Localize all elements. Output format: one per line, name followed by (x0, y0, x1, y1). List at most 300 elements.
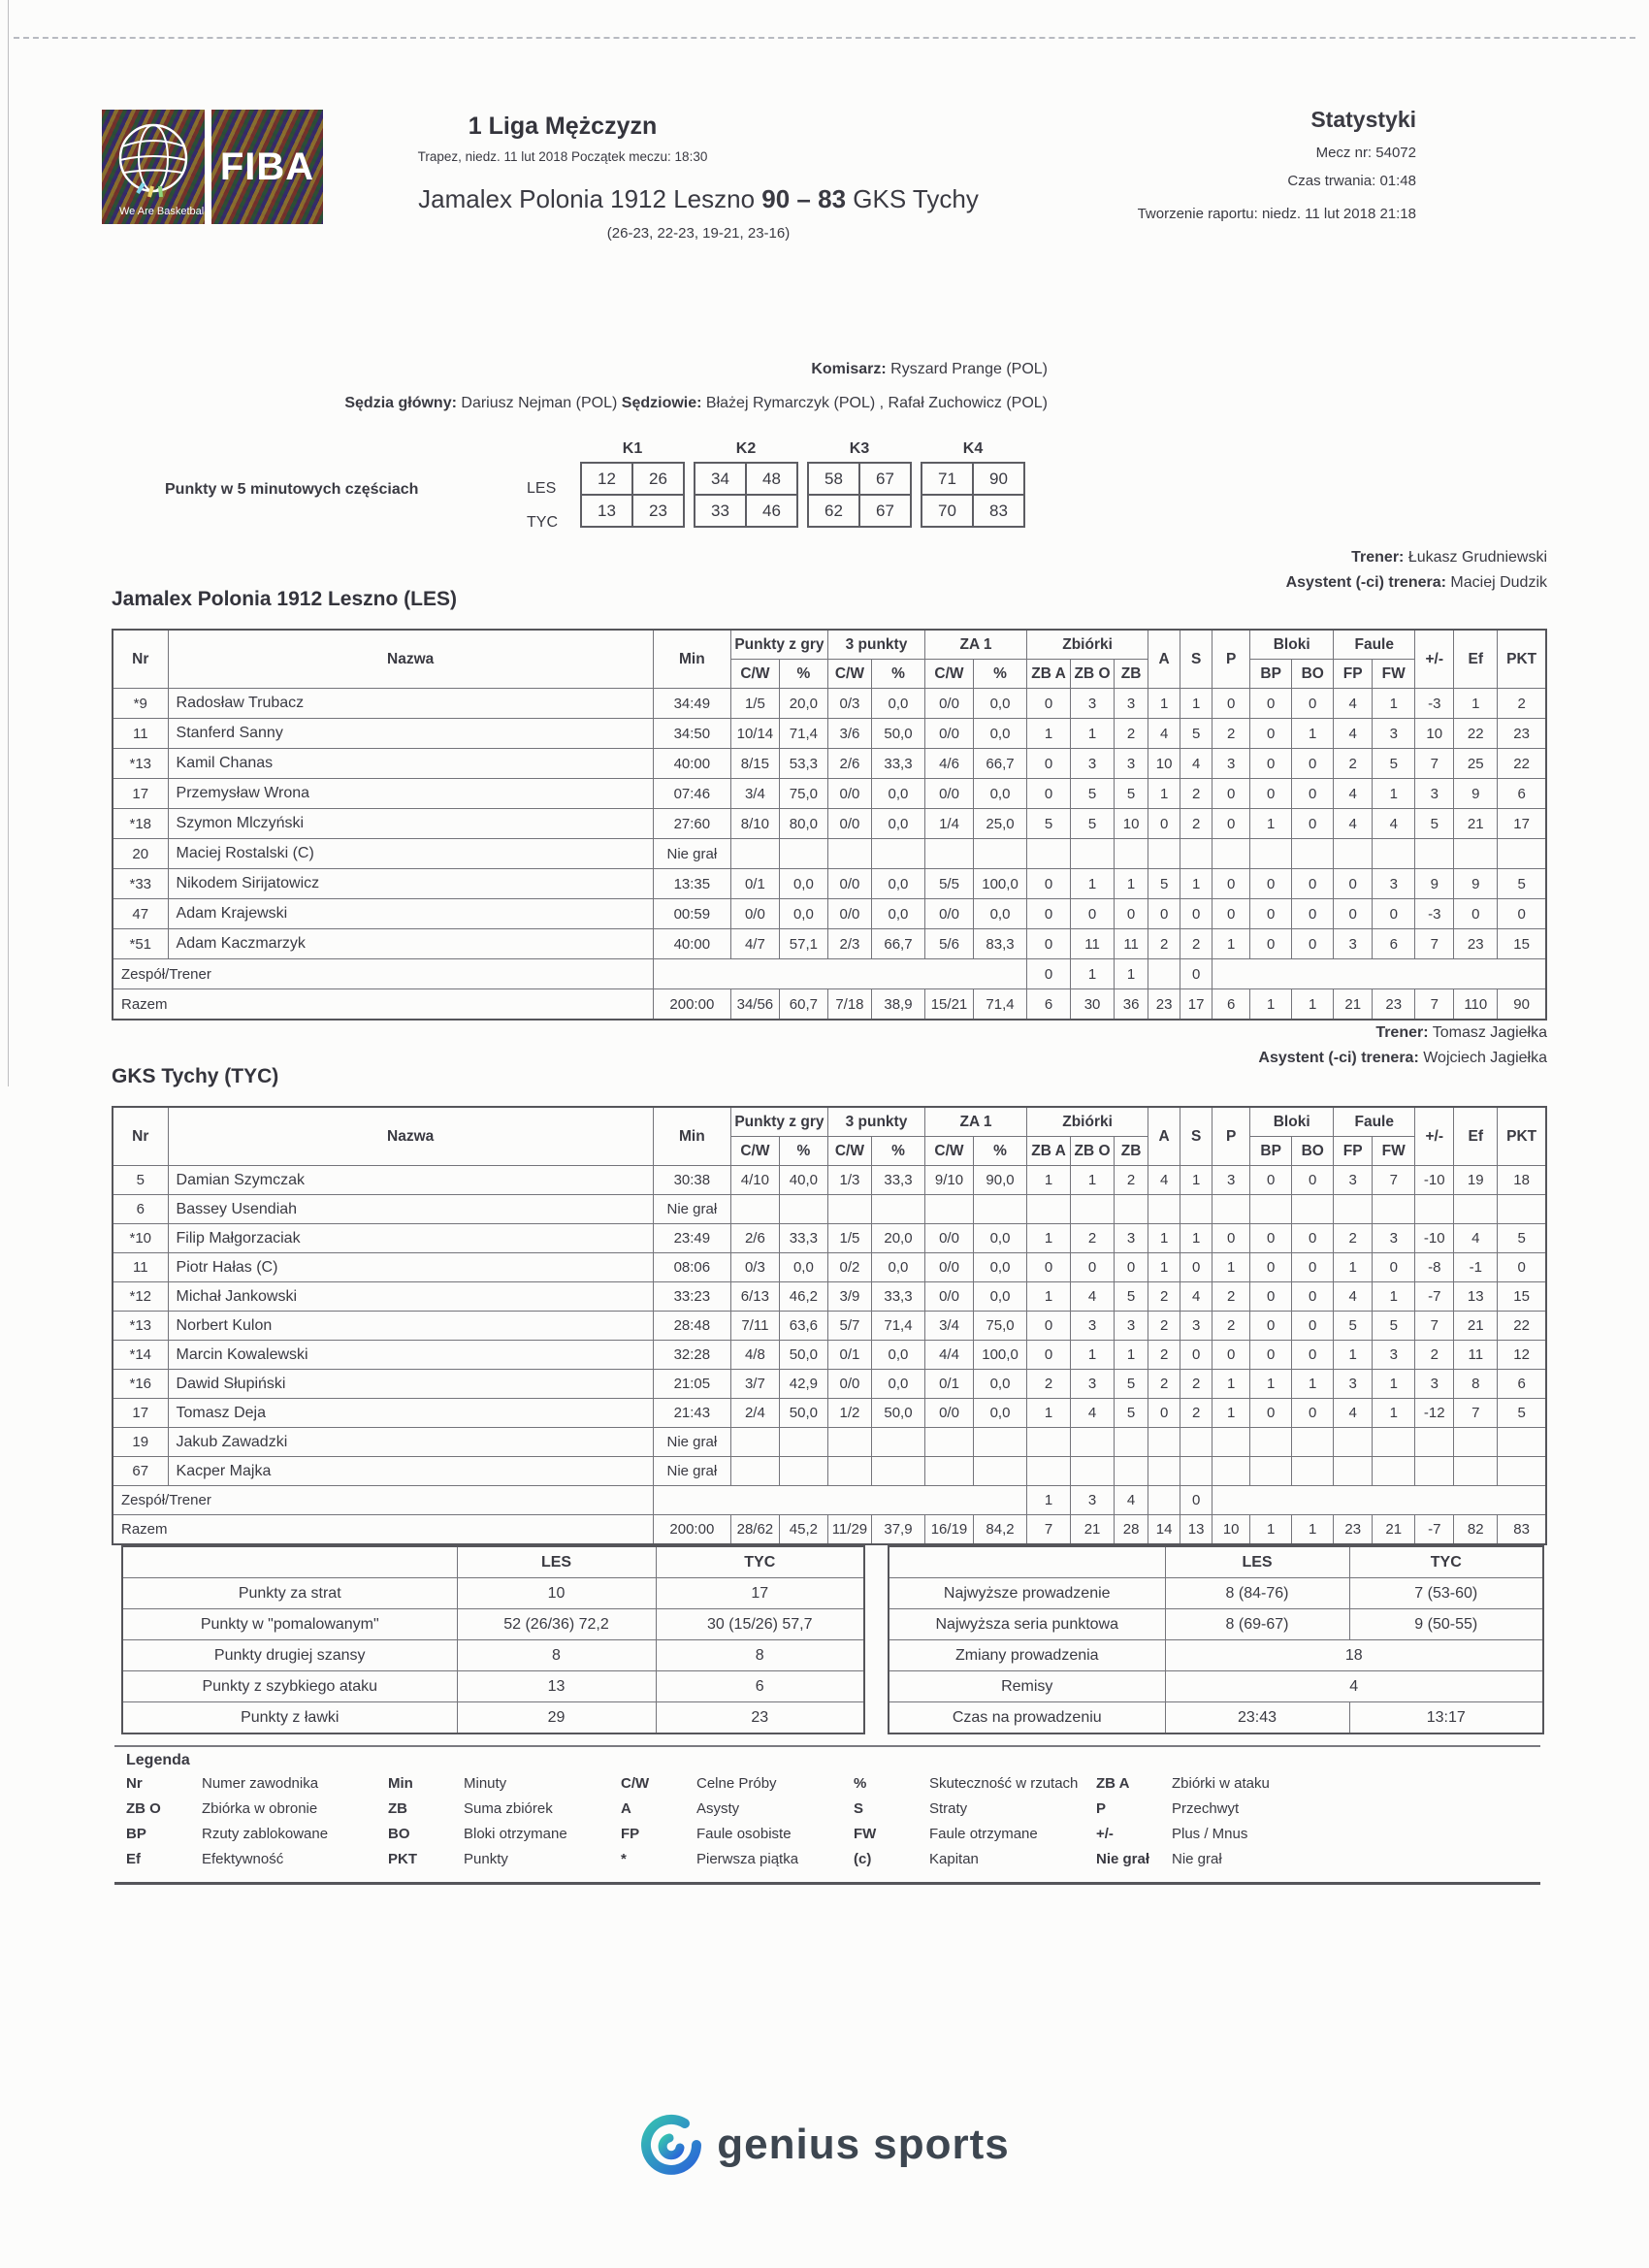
summary-label: Remisy (889, 1671, 1165, 1702)
stat-cell: 10/14 (730, 719, 779, 749)
legend-desc: Asysty (696, 1800, 740, 1817)
stat-cell: 1 (1250, 809, 1292, 839)
stat-cell: 3 (1212, 749, 1250, 779)
stat-cell: 2 (1115, 1166, 1148, 1195)
stat-cell (827, 1195, 871, 1224)
quarter-box (807, 440, 912, 528)
quarter-score-row (808, 495, 911, 527)
stat-cell: 0 (1027, 779, 1071, 809)
summary-row (889, 1578, 1543, 1609)
stat-cell: 1 (1373, 689, 1415, 719)
legend-desc: Minuty (464, 1775, 507, 1792)
stat-cell: 0 (1212, 689, 1250, 719)
stat-cell: 0 (1250, 1253, 1292, 1282)
stat-cell: 0,0 (871, 1341, 924, 1370)
stat-cell: 5 (1115, 1282, 1148, 1312)
legend-item (854, 1800, 1096, 1826)
totals-label: Razem (113, 1515, 653, 1545)
stat-cell: 0,0 (871, 869, 924, 899)
report-title: Statystyki (1310, 107, 1416, 132)
stat-cell: 0 (1212, 779, 1250, 809)
stat-cell: 1 (1292, 1370, 1334, 1399)
coach-name: Łukasz Grudniewski (1407, 549, 1547, 566)
stat-cell: 23 (1454, 929, 1498, 959)
stat-cell: 0,0 (974, 689, 1027, 719)
legend-divider-top (114, 1745, 1540, 1747)
stat-cell: 19 (1454, 1166, 1498, 1195)
stat-cell: 1 (1292, 989, 1334, 1021)
legend-desc: Straty (929, 1800, 968, 1817)
stat-cell: 53,3 (779, 749, 827, 779)
stat-cell: 2 (1180, 929, 1212, 959)
stat-cell: 0 (1071, 899, 1115, 929)
stat-cell: 1 (1027, 1166, 1071, 1195)
summary-label: Punkty z ławki (122, 1702, 457, 1734)
quarter-box (921, 440, 1025, 528)
stat-cell: 3 (1373, 1341, 1415, 1370)
stat-cell: *16 (113, 1370, 168, 1399)
stat-cell: 10 (1115, 809, 1148, 839)
stat-cell: 0,0 (871, 689, 924, 719)
legend-desc: Pierwsza piątka (696, 1851, 799, 1867)
stat-cell: 1 (1373, 1282, 1415, 1312)
stat-cell: 3 (1373, 869, 1415, 899)
quarter-score-row (922, 495, 1024, 527)
stat-cell: 3 (1071, 1312, 1115, 1341)
match-date-time: Trapez, niedz. 11 lut 2018 Początek meczu: 18:30 (417, 149, 708, 164)
legend-abbr: +/- (1096, 1826, 1114, 1842)
stat-cell: 5 (113, 1166, 168, 1195)
stat-cell: 15/21 (924, 989, 973, 1021)
player-name-cell: Damian Szymczak (168, 1166, 653, 1195)
stat-cell (974, 1195, 1027, 1224)
summary-row (889, 1702, 1543, 1734)
stat-cell: 38,9 (871, 989, 924, 1021)
stat-cell: 5/6 (924, 929, 973, 959)
stat-cell (1415, 839, 1454, 869)
player-name-cell: Filip Małgorzaciak (168, 1224, 653, 1253)
stat-cell: 42,9 (779, 1370, 827, 1399)
stat-cell: Nie grał (653, 1457, 730, 1486)
stat-cell: 20 (113, 839, 168, 869)
stat-cell: 1 (1148, 779, 1180, 809)
player-name-cell: Nikodem Sirijatowicz (168, 869, 653, 899)
genius-swirl-icon (639, 2113, 703, 2177)
stat-cell: 57,1 (779, 929, 827, 959)
stat-cell: 0/0 (924, 689, 973, 719)
stat-cell: 2 (1148, 1370, 1180, 1399)
legend-desc: Rzuty zablokowane (202, 1826, 329, 1842)
stat-cell: 0,0 (871, 1370, 924, 1399)
stat-cell: 0/0 (924, 899, 973, 929)
stat-cell: 2 (1334, 1224, 1373, 1253)
empty-cell (653, 1486, 1026, 1515)
stat-cell: 75,0 (974, 1312, 1027, 1341)
legend-abbr: Nie grał (1096, 1851, 1150, 1867)
summary-corner-cell (122, 1546, 457, 1578)
stat-cell (1115, 1195, 1148, 1224)
player-row (113, 929, 1546, 959)
stat-cell: 2 (1498, 689, 1546, 719)
totals-row (113, 989, 1546, 1021)
stat-cell: 0 (1250, 779, 1292, 809)
legend-item (1096, 1851, 1445, 1876)
summary-label: Najwyższa seria punktowa (889, 1609, 1165, 1640)
team-coach-label: Zespół/Trener (113, 959, 653, 989)
player-name-cell: Stanferd Sanny (168, 719, 653, 749)
quarter-score-cell: 62 (808, 495, 859, 527)
brand-footer (0, 2113, 1649, 2177)
legend-abbr: ZB (388, 1800, 407, 1817)
player-row (113, 1428, 1546, 1457)
stat-cell: 1 (1027, 1399, 1071, 1428)
stat-cell (1250, 1428, 1292, 1457)
stat-cell: 23:49 (653, 1224, 730, 1253)
stat-cell (1334, 1457, 1373, 1486)
stat-cell: 1 (1180, 1166, 1212, 1195)
stat-cell: 0,0 (974, 1282, 1027, 1312)
stat-cell: 1 (1027, 719, 1071, 749)
stat-cell: 90 (1498, 989, 1546, 1021)
stat-cell: 2/3 (827, 929, 871, 959)
stat-cell: 4/10 (730, 1166, 779, 1195)
stat-cell: 0,0 (779, 869, 827, 899)
legend-item (621, 1800, 854, 1826)
player-row (113, 1253, 1546, 1282)
stat-cell: 4/4 (924, 1341, 973, 1370)
coach-name: Tomasz Jagiełka (1432, 1024, 1547, 1041)
stat-cell (1180, 839, 1212, 869)
legend-item (854, 1851, 1096, 1876)
stat-cell: Nie grał (653, 1195, 730, 1224)
legend-desc: Skuteczność w rzutach (929, 1775, 1079, 1792)
stat-cell: 75,0 (779, 779, 827, 809)
stat-cell: 5 (1415, 809, 1454, 839)
stat-cell: 4/8 (730, 1341, 779, 1370)
stat-cell: 0 (1292, 1312, 1334, 1341)
stat-cell (1334, 1195, 1373, 1224)
stat-cell: *13 (113, 1312, 168, 1341)
stat-cell: 67 (113, 1457, 168, 1486)
stat-cell: 3 (1071, 689, 1115, 719)
stat-cell: 0 (1292, 1341, 1334, 1370)
stat-cell: 00:59 (653, 899, 730, 929)
stat-cell (1334, 1428, 1373, 1457)
summary-les-value: 29 (457, 1702, 656, 1734)
stat-cell: 110 (1454, 989, 1498, 1021)
stat-cell: 1 (1071, 959, 1115, 989)
player-row (113, 1457, 1546, 1486)
stat-cell: 0,0 (974, 1399, 1027, 1428)
summary-label: Czas na prowadzeniu (889, 1702, 1165, 1734)
stat-cell (1071, 1457, 1115, 1486)
legend-item (621, 1851, 854, 1876)
stat-cell (974, 1428, 1027, 1457)
stat-cell: 0,0 (974, 1370, 1027, 1399)
summary-les-value: 8 (84-76) (1165, 1578, 1349, 1609)
stat-cell: 0 (1292, 1166, 1334, 1195)
stat-cell: 4/7 (730, 929, 779, 959)
stat-cell: 1 (1212, 929, 1250, 959)
stat-cell: 10 (1212, 1515, 1250, 1545)
stat-cell: 3 (1334, 1166, 1373, 1195)
stat-cell: 2 (1115, 719, 1148, 749)
stat-cell: 5 (1498, 869, 1546, 899)
stat-cell: 2 (1415, 1341, 1454, 1370)
stat-cell: 1 (1148, 1253, 1180, 1282)
stat-cell (779, 1428, 827, 1457)
stat-cell: 0 (1180, 959, 1212, 989)
stat-cell: 11 (113, 1253, 168, 1282)
summary-header-row (889, 1546, 1543, 1578)
legend-abbr: FP (621, 1826, 640, 1842)
stat-cell: 3 (1115, 749, 1148, 779)
stat-cell: 21 (1334, 989, 1373, 1021)
legend-desc: Faule otrzymane (929, 1826, 1038, 1842)
stat-cell: -8 (1415, 1253, 1454, 1282)
stat-cell: 0 (1027, 899, 1071, 929)
stat-cell: 6 (1498, 1370, 1546, 1399)
stats-table-header: Nr Nazwa Min Punkty z gry 3 punkty ZA 1 Zbiórki A S P Bloki Faule +/- Ef PKT C/W % C/W % C/W % ZB A ZB O ZB BP BO FP FW (113, 1107, 1546, 1166)
quarter-score-cell: 70 (922, 495, 973, 527)
stat-cell: 4/6 (924, 749, 973, 779)
stat-cell: 5 (1071, 779, 1115, 809)
player-row (113, 1224, 1546, 1253)
scan-artifact-dashed-line (14, 37, 1635, 39)
stat-cell (1415, 1457, 1454, 1486)
stat-cell: 1 (1071, 719, 1115, 749)
stat-cell: 11/29 (827, 1515, 871, 1545)
stat-cell: 0 (1292, 689, 1334, 719)
legend-desc: Zbiórka w obronie (202, 1800, 318, 1817)
player-name-cell: Dawid Słupiński (168, 1370, 653, 1399)
stat-cell: 2 (1071, 1224, 1115, 1253)
stat-cell: 0,0 (974, 1253, 1027, 1282)
stat-cell: 3/4 (924, 1312, 973, 1341)
stat-cell: 12 (1498, 1341, 1546, 1370)
quarter-label: K2 (735, 440, 757, 457)
stat-cell: 200:00 (653, 989, 730, 1021)
stat-cell: 100,0 (974, 1341, 1027, 1370)
player-row (113, 1312, 1546, 1341)
stat-cell: 1 (1292, 719, 1334, 749)
stat-cell: 1 (1071, 1166, 1115, 1195)
stat-cell: 0/0 (730, 899, 779, 929)
stat-cell: 0 (1027, 929, 1071, 959)
stat-cell: 23 (1334, 1515, 1373, 1545)
stat-cell (1498, 1457, 1546, 1486)
stat-cell: -3 (1415, 689, 1454, 719)
legend-item (1096, 1800, 1445, 1826)
quarter-score-cell: 71 (922, 463, 973, 495)
stat-cell (1212, 1457, 1250, 1486)
stat-cell: 0 (1292, 929, 1334, 959)
stat-cell: 50,0 (779, 1341, 827, 1370)
stat-cell: 4 (1334, 689, 1373, 719)
stat-cell: 0/0 (827, 1370, 871, 1399)
stat-cell: 7 (1454, 1399, 1498, 1428)
stat-cell: 0 (1250, 899, 1292, 929)
quarter-score-cell: 12 (581, 463, 632, 495)
stat-cell: 0/1 (827, 1341, 871, 1370)
stat-cell: -7 (1415, 1515, 1454, 1545)
stat-cell (779, 839, 827, 869)
stat-cell: 13 (1180, 1515, 1212, 1545)
stat-cell: 17 (113, 1399, 168, 1428)
stat-cell: 6/13 (730, 1282, 779, 1312)
stat-cell (1292, 839, 1334, 869)
stat-cell: 0 (1250, 1341, 1292, 1370)
stat-cell (779, 1457, 827, 1486)
stat-cell: 1 (1212, 1253, 1250, 1282)
stat-cell: 7 (1415, 989, 1454, 1021)
stat-cell: 0 (1250, 719, 1292, 749)
summary-row (122, 1578, 864, 1609)
player-name-cell: Jakub Zawadzki (168, 1428, 653, 1457)
stat-cell: 0/0 (827, 869, 871, 899)
stat-cell: 1 (1250, 1370, 1292, 1399)
player-name-cell: Marcin Kowalewski (168, 1341, 653, 1370)
stat-cell: 08:06 (653, 1253, 730, 1282)
stat-cell: 0 (1373, 899, 1415, 929)
quarter-box (694, 440, 798, 528)
stat-cell: 0 (1212, 869, 1250, 899)
stat-cell: 2 (1027, 1370, 1071, 1399)
stat-cell (1148, 1457, 1180, 1486)
quarter-score-cell: 23 (632, 495, 684, 527)
stat-cell: *12 (113, 1282, 168, 1312)
stat-cell: 33:23 (653, 1282, 730, 1312)
stat-cell: 0/0 (924, 1282, 973, 1312)
summary-tyc-value: 23 (656, 1702, 864, 1734)
quarter-score-table (580, 462, 685, 528)
legend-abbr: FW (854, 1826, 877, 1842)
legend-item (621, 1775, 854, 1800)
stat-cell: 0 (1027, 749, 1071, 779)
stat-cell: 0 (1027, 1312, 1071, 1341)
stat-cell (1250, 1195, 1292, 1224)
stat-cell: 1/2 (827, 1399, 871, 1428)
stat-cell: 3 (1334, 1370, 1373, 1399)
player-row (113, 749, 1546, 779)
quarters-team-labels (527, 471, 558, 539)
stat-cell: 0/0 (924, 1399, 973, 1428)
stat-cell: 0,0 (779, 899, 827, 929)
stat-cell: 17 (1498, 809, 1546, 839)
stat-cell: 0,0 (871, 779, 924, 809)
legend-abbr: Ef (126, 1851, 141, 1867)
player-name-cell: Norbert Kulon (168, 1312, 653, 1341)
stat-cell: 0,0 (974, 719, 1027, 749)
stat-cell: 0 (1292, 779, 1334, 809)
stat-cell: 100,0 (974, 869, 1027, 899)
legend-item (1096, 1826, 1445, 1851)
stat-cell: 4 (1071, 1282, 1115, 1312)
stat-cell: 30 (1071, 989, 1115, 1021)
stat-cell: -7 (1415, 1282, 1454, 1312)
player-name-cell: Maciej Rostalski (C) (168, 839, 653, 869)
stat-cell: 33,3 (871, 1282, 924, 1312)
stats-table-header: Nr Nazwa Min Punkty z gry 3 punkty ZA 1 Zbiórki A S P Bloki Faule +/- Ef PKT C/W % C/W % C/W % ZB A ZB O ZB BP BO FP FW (113, 630, 1546, 689)
empty-cell (1212, 959, 1546, 989)
stat-cell (1148, 1428, 1180, 1457)
stat-cell: 21:43 (653, 1399, 730, 1428)
stat-cell: 36 (1115, 989, 1148, 1021)
summary-span-value: 4 (1165, 1671, 1543, 1702)
stat-cell: 5 (1148, 869, 1180, 899)
quarter-score-row (808, 463, 911, 495)
stat-cell (1115, 839, 1148, 869)
stat-cell: 5 (1115, 779, 1148, 809)
stat-cell: Nie grał (653, 839, 730, 869)
stat-cell: 6 (1498, 779, 1546, 809)
legend-abbr: C/W (621, 1775, 650, 1792)
stat-cell: 1 (1292, 1515, 1334, 1545)
stat-cell: 2 (1212, 719, 1250, 749)
stat-cell: 0 (1250, 689, 1292, 719)
stat-cell: 2 (1180, 1399, 1212, 1428)
assistant-name: Wojciech Jagiełka (1423, 1050, 1547, 1066)
stat-cell (1373, 1457, 1415, 1486)
stat-cell: 3 (1071, 749, 1115, 779)
stat-cell: 22 (1454, 719, 1498, 749)
summary-row (122, 1671, 864, 1702)
stat-cell: 5 (1115, 1370, 1148, 1399)
stat-cell (1180, 1457, 1212, 1486)
stat-cell: 9 (1454, 779, 1498, 809)
summary-tyc-value: 9 (50-55) (1349, 1609, 1543, 1640)
stat-cell: 83 (1498, 1515, 1546, 1545)
legend-item (388, 1775, 621, 1800)
stat-cell: 6 (1373, 929, 1415, 959)
summary-label: Punkty za strat (122, 1578, 457, 1609)
stat-cell (924, 1457, 973, 1486)
player-row (113, 1399, 1546, 1428)
stat-cell: 0/0 (924, 1224, 973, 1253)
stat-cell: 4 (1115, 1486, 1148, 1515)
quarter-score-cell: 48 (746, 463, 797, 495)
legend-title: Legenda (126, 1752, 190, 1768)
summary-label: Punkty z szybkiego ataku (122, 1671, 457, 1702)
stat-cell: 23 (1373, 989, 1415, 1021)
stat-cell: 28 (1115, 1515, 1148, 1545)
player-name-cell: Radosław Trubacz (168, 689, 653, 719)
stat-cell: 33,3 (871, 749, 924, 779)
stat-cell: 63,6 (779, 1312, 827, 1341)
legend-desc: Punkty (464, 1851, 508, 1867)
stat-cell: 1 (1148, 1224, 1180, 1253)
stat-cell: 20,0 (871, 1224, 924, 1253)
stat-cell: 0/0 (827, 899, 871, 929)
stat-cell (1071, 1428, 1115, 1457)
team-stats-table-les (112, 629, 1547, 1021)
points-summary-table (121, 1545, 865, 1734)
stat-cell: 1 (1115, 959, 1148, 989)
quarters-home-code: LES (527, 480, 557, 497)
stat-cell: 0 (1180, 1253, 1212, 1282)
stat-cell: 200:00 (653, 1515, 730, 1545)
stat-cell: 3 (1415, 779, 1454, 809)
legend-item (854, 1826, 1096, 1851)
stat-cell (1292, 1428, 1334, 1457)
legend-desc: Kapitan (929, 1851, 979, 1867)
stat-cell: 4 (1373, 809, 1415, 839)
stat-cell: 5 (1373, 1312, 1415, 1341)
stat-cell: 3 (1115, 689, 1148, 719)
stat-cell (1027, 1428, 1071, 1457)
stat-cell: 50,0 (779, 1399, 827, 1428)
stat-cell: 0/0 (924, 779, 973, 809)
